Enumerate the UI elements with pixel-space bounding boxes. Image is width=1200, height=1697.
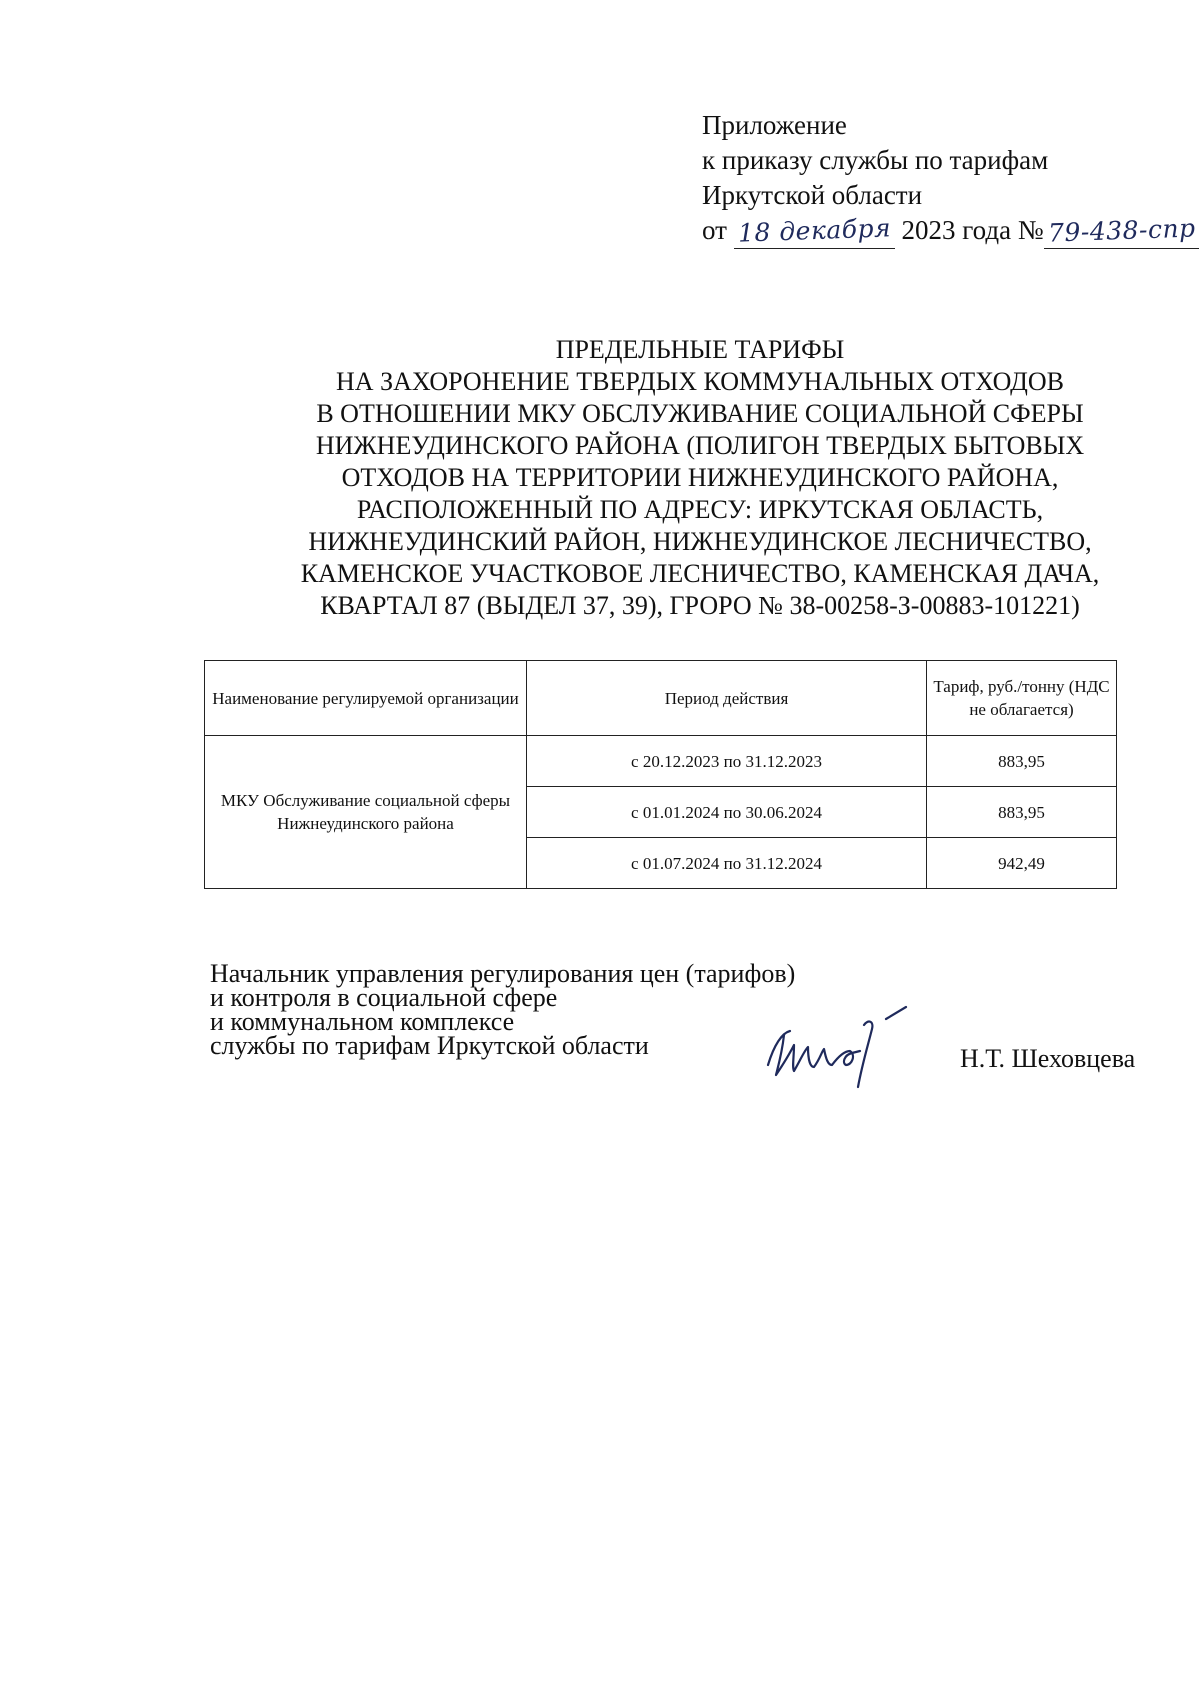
header-organization: Наименование регулируемой организации <box>205 661 527 736</box>
title-line: НИЖНЕУДИНСКОГО РАЙОНА (ПОЛИГОН ТВЕРДЫХ БЫТОВЫХ <box>315 431 1085 460</box>
date-field <box>734 213 895 249</box>
signatory-name: Н.Т. Шеховцева <box>960 1044 1136 1073</box>
header-tariff: Тариф, руб./тонну (НДС не облагается) <box>927 661 1117 736</box>
date-prefix: от <box>702 215 727 245</box>
signatory-title-line: Начальник управления регулирования цен (тарифов) <box>210 959 796 988</box>
appendix-order-line <box>702 213 1199 249</box>
handwritten-date: 18 декабря <box>737 213 892 248</box>
tariff-cell: 883,95 <box>927 787 1117 838</box>
title-line: ОТХОДОВ НА ТЕРРИТОРИИ НИЖНЕУДИНСКОГО РАЙОНА, <box>341 463 1059 492</box>
table-row <box>205 736 1117 787</box>
title-line: КАМЕНСКОЕ УЧАСТКОВОЕ ЛЕСНИЧЕСТВО, КАМЕНСКАЯ ДАЧА, <box>300 559 1100 588</box>
document-title <box>200 334 1200 622</box>
signatory-title-line: и контроля в социальной сфере <box>210 983 558 1012</box>
tariff-table <box>204 660 1117 889</box>
year-text: 2023 года № <box>901 215 1044 245</box>
title-line: ПРЕДЕЛЬНЫЕ ТАРИФЫ <box>555 335 845 364</box>
appendix-block <box>702 108 1199 249</box>
title-line: НА ЗАХОРОНЕНИЕ ТВЕРДЫХ КОММУНАЛЬНЫХ ОТХОДОВ <box>336 367 1064 396</box>
title-line: В ОТНОШЕНИИ МКУ ОБСЛУЖИВАНИЕ СОЦИАЛЬНОЙ СФЕРЫ <box>316 399 1084 428</box>
organization-cell: МКУ Обслуживание социальной сферы Нижнеудинского района <box>205 736 527 889</box>
appendix-line-3: Иркутской области <box>702 180 923 210</box>
appendix-line-2: к приказу службы по тарифам <box>702 145 1049 175</box>
handwritten-signature <box>760 1005 960 1095</box>
period-cell: с 20.12.2023 по 31.12.2023 <box>527 736 927 787</box>
period-cell: с 01.07.2024 по 31.12.2024 <box>527 838 927 889</box>
signatory-title-line: и коммунальном комплексе <box>210 1007 515 1036</box>
handwritten-number: 79-438-спр <box>1047 213 1196 248</box>
period-cell: с 01.01.2024 по 30.06.2024 <box>527 787 927 838</box>
number-field <box>1044 213 1200 249</box>
title-line: НИЖНЕУДИНСКИЙ РАЙОН, НИЖНЕУДИНСКОЕ ЛЕСНИЧЕСТВО, <box>308 527 1092 556</box>
appendix-line-1: Приложение <box>702 110 847 140</box>
signatory-block <box>210 959 796 1060</box>
title-line: РАСПОЛОЖЕННЫЙ ПО АДРЕСУ: ИРКУТСКАЯ ОБЛАСТЬ, <box>356 495 1044 524</box>
tariff-cell: 883,95 <box>927 736 1117 787</box>
header-period: Период действия <box>527 661 927 736</box>
tariff-cell: 942,49 <box>927 838 1117 889</box>
signature-stroke <box>768 1007 906 1087</box>
table-header-row <box>205 661 1117 736</box>
signatory-title-line: службы по тарифам Иркутской области <box>210 1031 649 1060</box>
title-line: КВАРТАЛ 87 (ВЫДЕЛ 37, 39), ГРОРО № 38-00258-З-00883-101221) <box>320 591 1080 620</box>
